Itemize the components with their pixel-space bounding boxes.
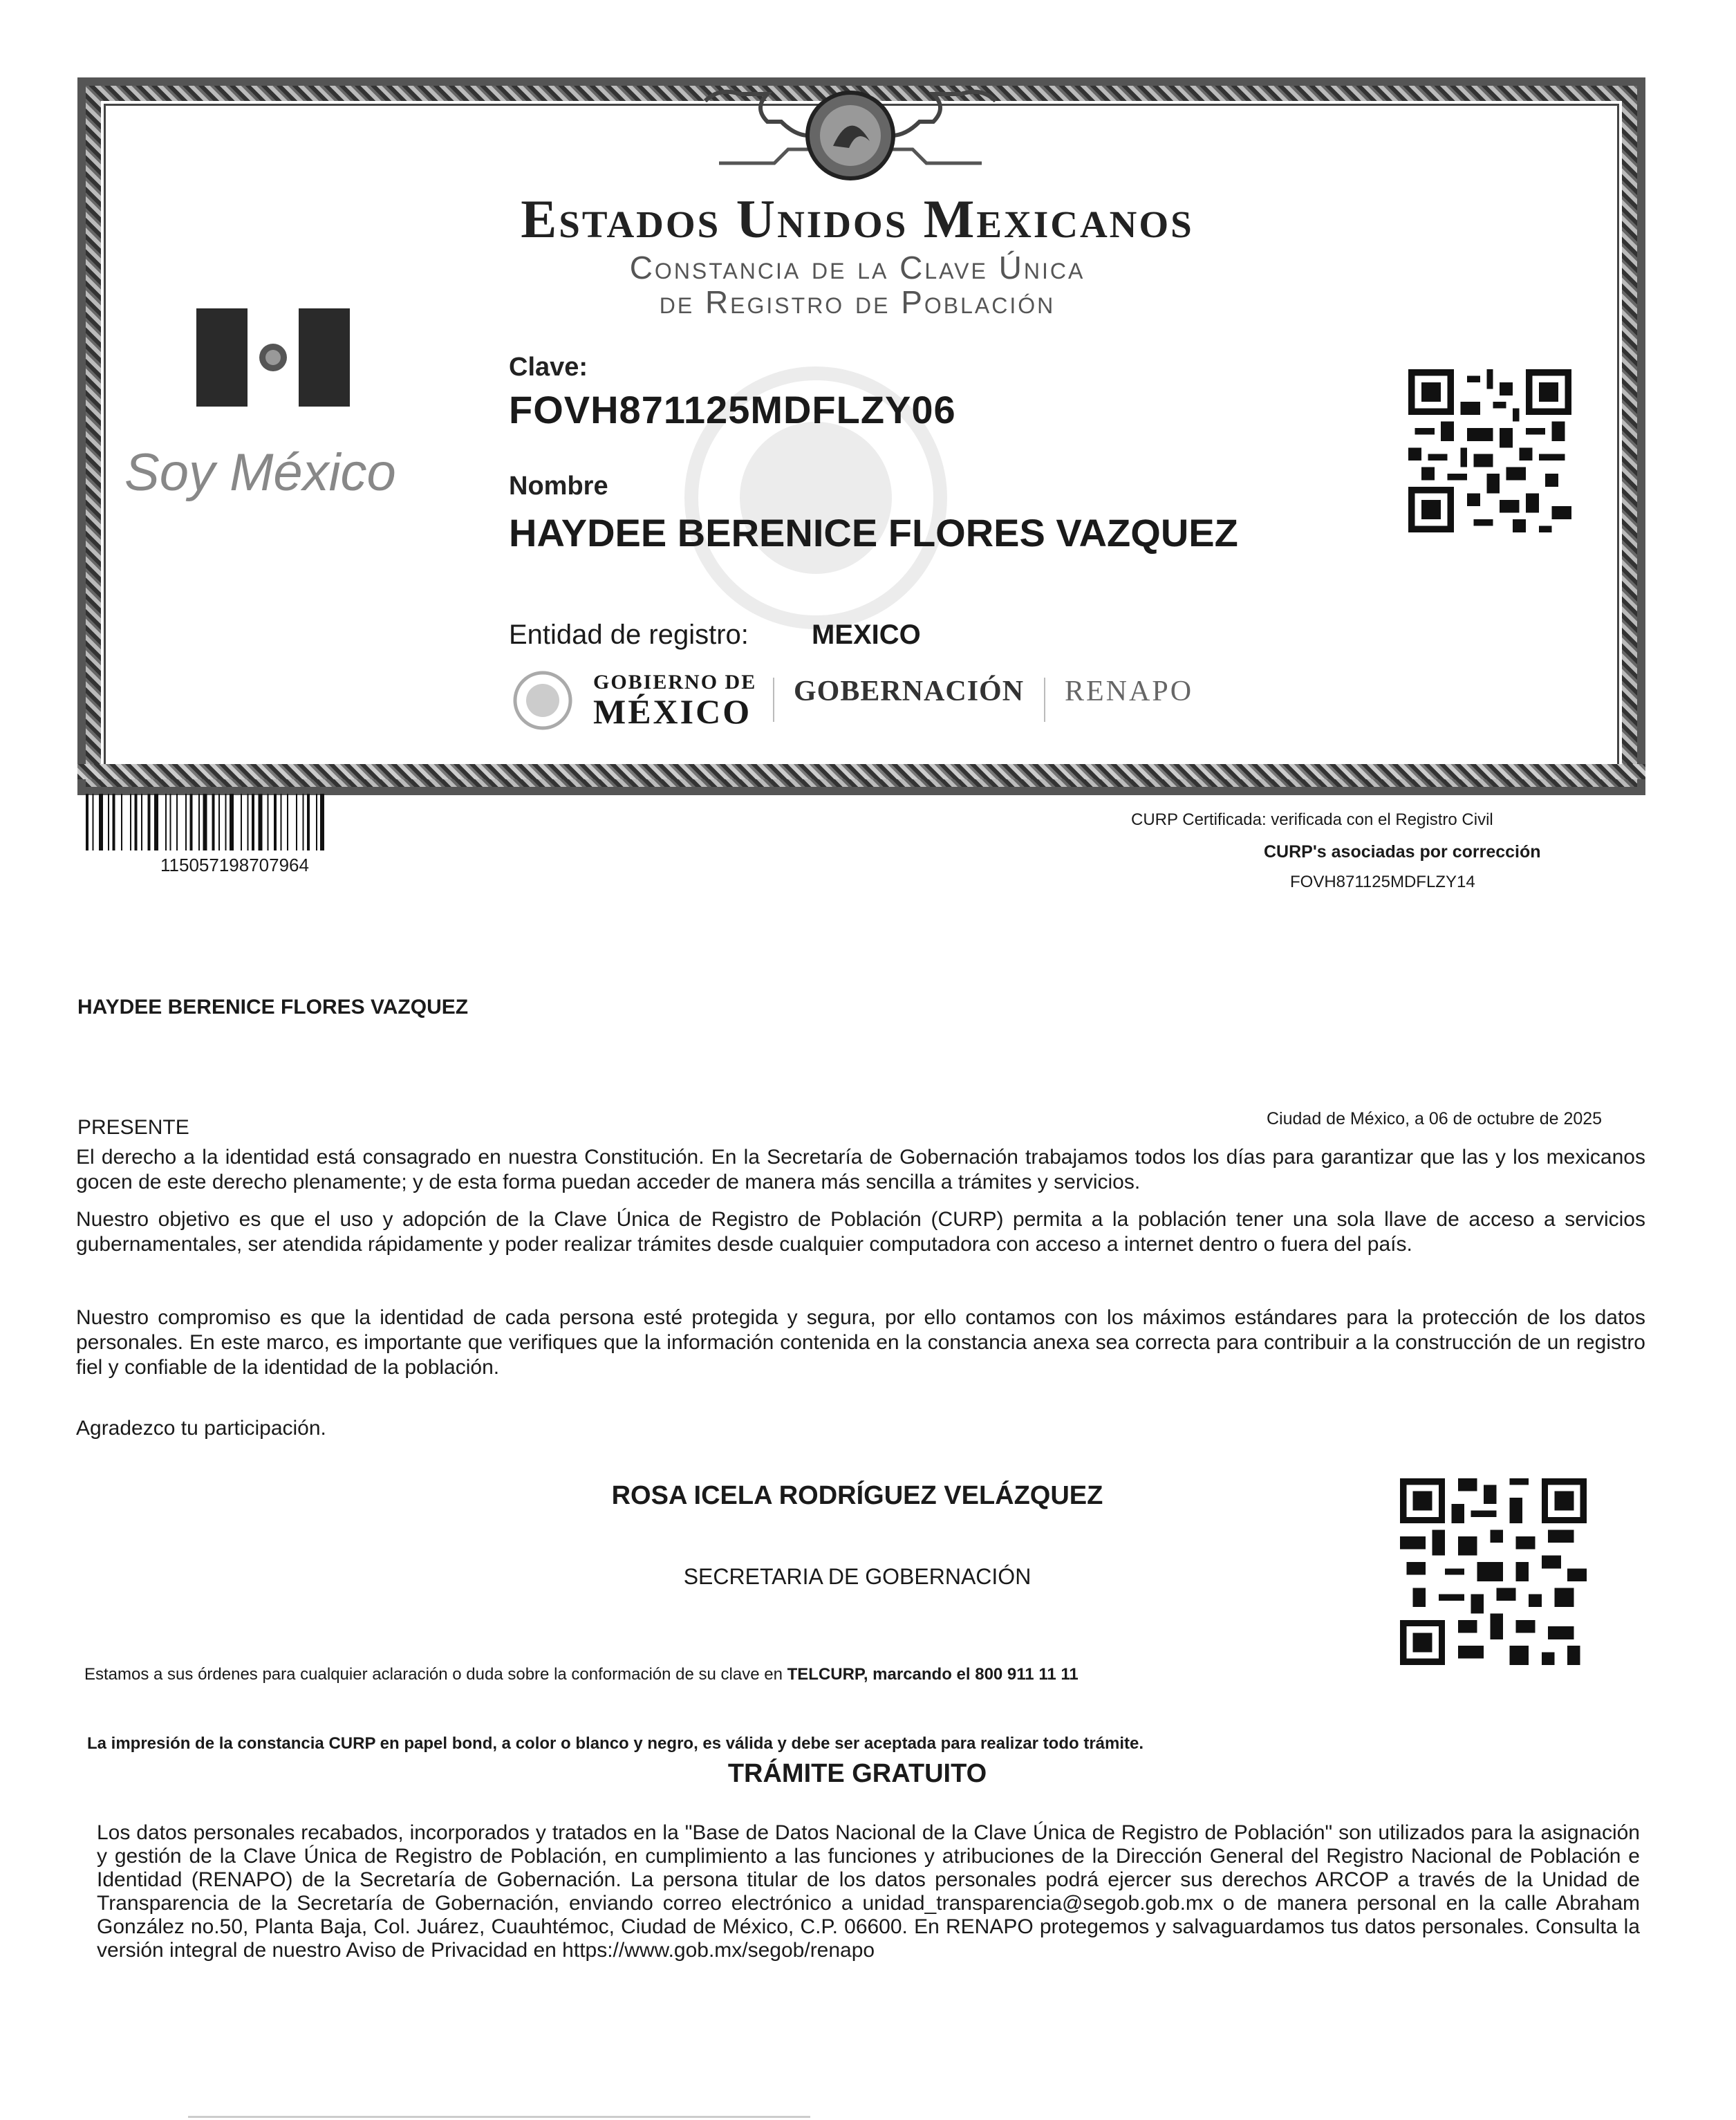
certificate-subtitle-line1: Constancia de la Clave Única [629,250,1085,286]
certificate-subtitle-line2: de Registro de Población [659,284,1056,320]
letter-addressee: HAYDEE BERENICE FLORES VAZQUEZ [77,996,469,1019]
validity-note: La impresión de la constancia CURP en papel bond, a color o blanco y negro, es válida y debe ser aceptada para realizar todo trámite. [87,1734,1144,1753]
country-title: Estados Unidos Mexicanos [521,189,1194,249]
nombre-value: HAYDEE BERENICE FLORES VAZQUEZ [509,511,1238,555]
frame-border-strip [77,764,1645,779]
letter-paragraph-4: Agradezco tu participación. [76,1417,326,1440]
letter-paragraph-1: El derecho a la identidad está consagrado en nuestra Constitución. En la Secretaría de Gobernación trabajamos todos los días para garantizar que las y los mexicanos gocen de este derecho plenamente; y de esta forma puedan acceder de manera más sencilla a trámites y servicios. [76,1146,1645,1193]
renapo-logo: RENAPO [1065,676,1194,707]
contact-phone: TELCURP, marcando el 800 911 11 11 [787,1665,1079,1684]
logo-separator [1044,678,1045,722]
entidad-label: Entidad de registro: [509,620,749,650]
curp-certificada-note: CURP Certificada: verificada con el Registro Civil [1131,810,1493,829]
letter-presente: PRESENTE [77,1116,189,1139]
national-seal-icon [691,80,1009,184]
mexican-flag-icon [196,308,350,407]
gobernacion-logo: GOBERNACIÓN [794,676,1025,707]
signer-name: ROSA ICELA RODRÍGUEZ VELÁZQUEZ [611,1481,1103,1510]
page-edge-line [188,2116,810,2118]
curp-asociadas-title: CURP's asociadas por corrección [1264,842,1541,862]
letter-date: Ciudad de México, a 06 de octubre de 2025 [1267,1109,1603,1128]
letter-paragraph-3: Nuestro compromiso es que la identidad de cada persona esté protegida y segura, por ello contamos con los máximos estándares para la protección de los datos personales. En este marco, es importante que verifiques que la información contenida en la constancia anexa sea correcta para contribuir a la construcción de un registro fiel y confiable de la identidad de la población. [76,1306,1645,1379]
qr-code-icon [1402,369,1578,532]
tramite-gratuito: TRÁMITE GRATUITO [727,1759,987,1788]
gobierno-logo-line2: MÉXICO [593,692,752,731]
nombre-label: Nombre [509,472,608,501]
privacy-notice: Los datos personales recabados, incorporados y tratados en la "Base de Datos Nacional de la Clave Única de Registro de Población" son utilizados para la asignación y gestión de la Clave Única de Registro de Población, en cumplimiento a las funciones y atribuciones de la Dirección General del Registro Nacional de Población e Identidad (RENAPO) de la Secretaría de Gobernación. La persona titular de los datos personales podrá ejercer sus derechos ARCOP a través de la Unidad de Transparencia de la Secretaría de Gobernación, enviando correo electrónico a unidad_transparencia@segob.gob.mx o de manera personal en la calle Abraham González no.50, Planta Baja, Col. Juárez, Cuauhtémoc, Ciudad de México, C.P. 06600. En RENAPO protegemos y salvaguardamos tus datos personales. Consulta la versión integral de nuestro Aviso de Privacidad en https://www.gob.mx/segob/renapo [97,1821,1640,1962]
soy-mexico-slogan: Soy México [124,443,396,502]
clave-label: Clave: [509,353,588,382]
signer-role: SECRETARIA DE GOBERNACIÓN [683,1564,1032,1589]
letter-paragraph-2: Nuestro objetivo es que el uso y adopción de la Clave Única de Registro de Población (CURP) permita a la población tener una sola llave de acceso a servicios gubernamentales, ser atendida rápidamente y poder realizar trámites desde cualquier computadora con acceso a internet dentro o fuera del país. [76,1208,1645,1256]
gobierno-logo-line1: GOBIERNO DE [593,671,757,694]
barcode-icon [86,794,412,850]
telcurp-contact [84,1665,1079,1684]
contact-text: Estamos a sus órdenes para cualquier aclaración o duda sobre la conformación de su clave en [84,1665,787,1684]
logo-separator [773,678,774,722]
clave-value: FOVH871125MDFLZY06 [509,388,956,431]
curp-asociada-value: FOVH871125MDFLZY14 [1290,873,1475,891]
entidad-value: MEXICO [812,620,921,650]
barcode-number: 115057198707964 [160,855,309,875]
qr-code-icon [1397,1478,1590,1665]
gobierno-seal-icon [512,669,574,732]
